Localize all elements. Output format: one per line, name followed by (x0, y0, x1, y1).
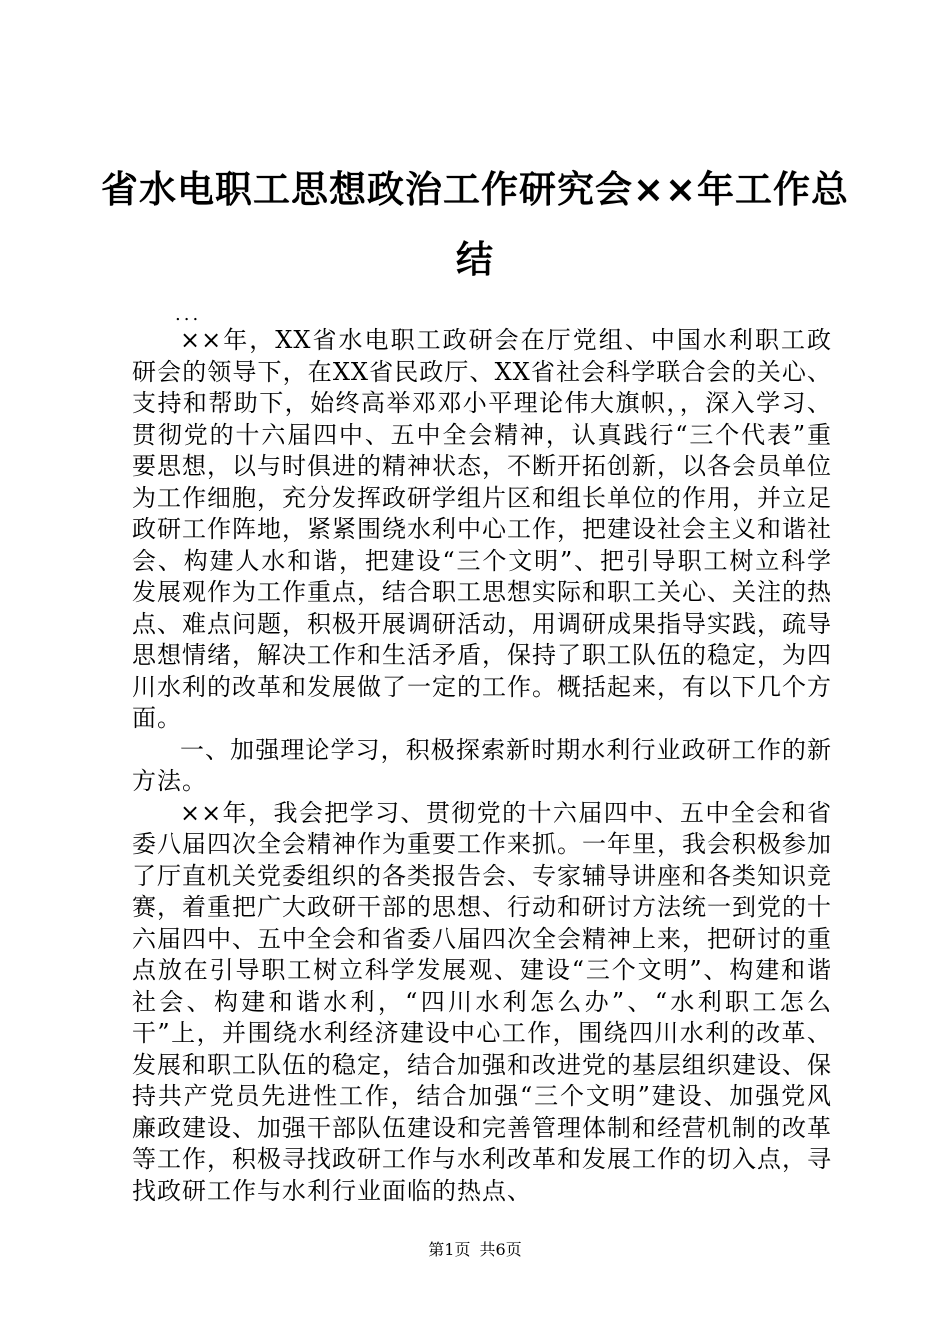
document-body (132, 325, 832, 1207)
body-paragraph: ××年，XX省水电职工政研会在厅党组、中国水利职工政研会的领导下，在XX省民政厅、XX省社会科学联合会的关心、支持和帮助下，始终高举邓邓小平理论伟大旗帜，，深入学习、贯彻党的十六届四中、五中全会精神，认真践行“三个代表”重要思想，以与时俱进的精神状态，不断开拓创新，以各会员单位为工作细胞，充分发挥政研学组片区和组长单位的作用，并立足政研工作阵地，紧紧围绕水利中心工作，把建设社会主义和谐社会、构建人水和谐，把建设“三个文明”、把引导职工树立科学发展观作为工作重点，结合职工思想实际和职工关心、关注的热点、难点问题，积极开展调研活动，用调研成果指导实践，疏导思想情绪，解决工作和生活矛盾，保持了职工队伍的稳定，为四川水利的改革和发展做了一定的工作。概括起来，有以下几个方面。 (132, 326, 832, 732)
ellipsis-marker: ... (175, 304, 202, 325)
section-heading: 一、加强理论学习，积极探索新时期水利行业政研工作的新方法。 (132, 735, 832, 795)
page-total: 共6页 (479, 1240, 522, 1259)
page-footer (0, 1238, 950, 1262)
document-title: 省水电职工思想政治工作研究会××年工作总结 (100, 168, 849, 281)
page-number: 第1页 (428, 1240, 471, 1259)
body-paragraph: ××年，我会把学习、贯彻党的十六届四中、五中全会和省委八届四次全会精神作为重要工作来抓。一年里，我会积极参加了厅直机关党委组织的各类报告会、专家辅导讲座和各类知识竞赛，着重把广大政研干部的思想、行动和研讨方法统一到党的十六届四中、五中全会和省委八届四次全会精神上来，把研讨的重点放在引导职工树立科学发展观、建设“三个文明”、构建和谐社会、构建和谐水利，“四川水利怎么办”、“水利职工怎么干”上，并围绕水利经济建设中心工作，围绕四川水利的改革、发展和职工队伍的稳定，结合加强和改进党的基层组织建设、保持共产党员先进性工作，结合加强“三个文明”建设、加强党风廉政建设、加强干部队伍建设和完善管理体制和经营机制的改革等工作，积极寻找政研工作与水利改革和发展工作的切入点，寻找政研工作与水利行业面临的热点、 (132, 798, 832, 1205)
